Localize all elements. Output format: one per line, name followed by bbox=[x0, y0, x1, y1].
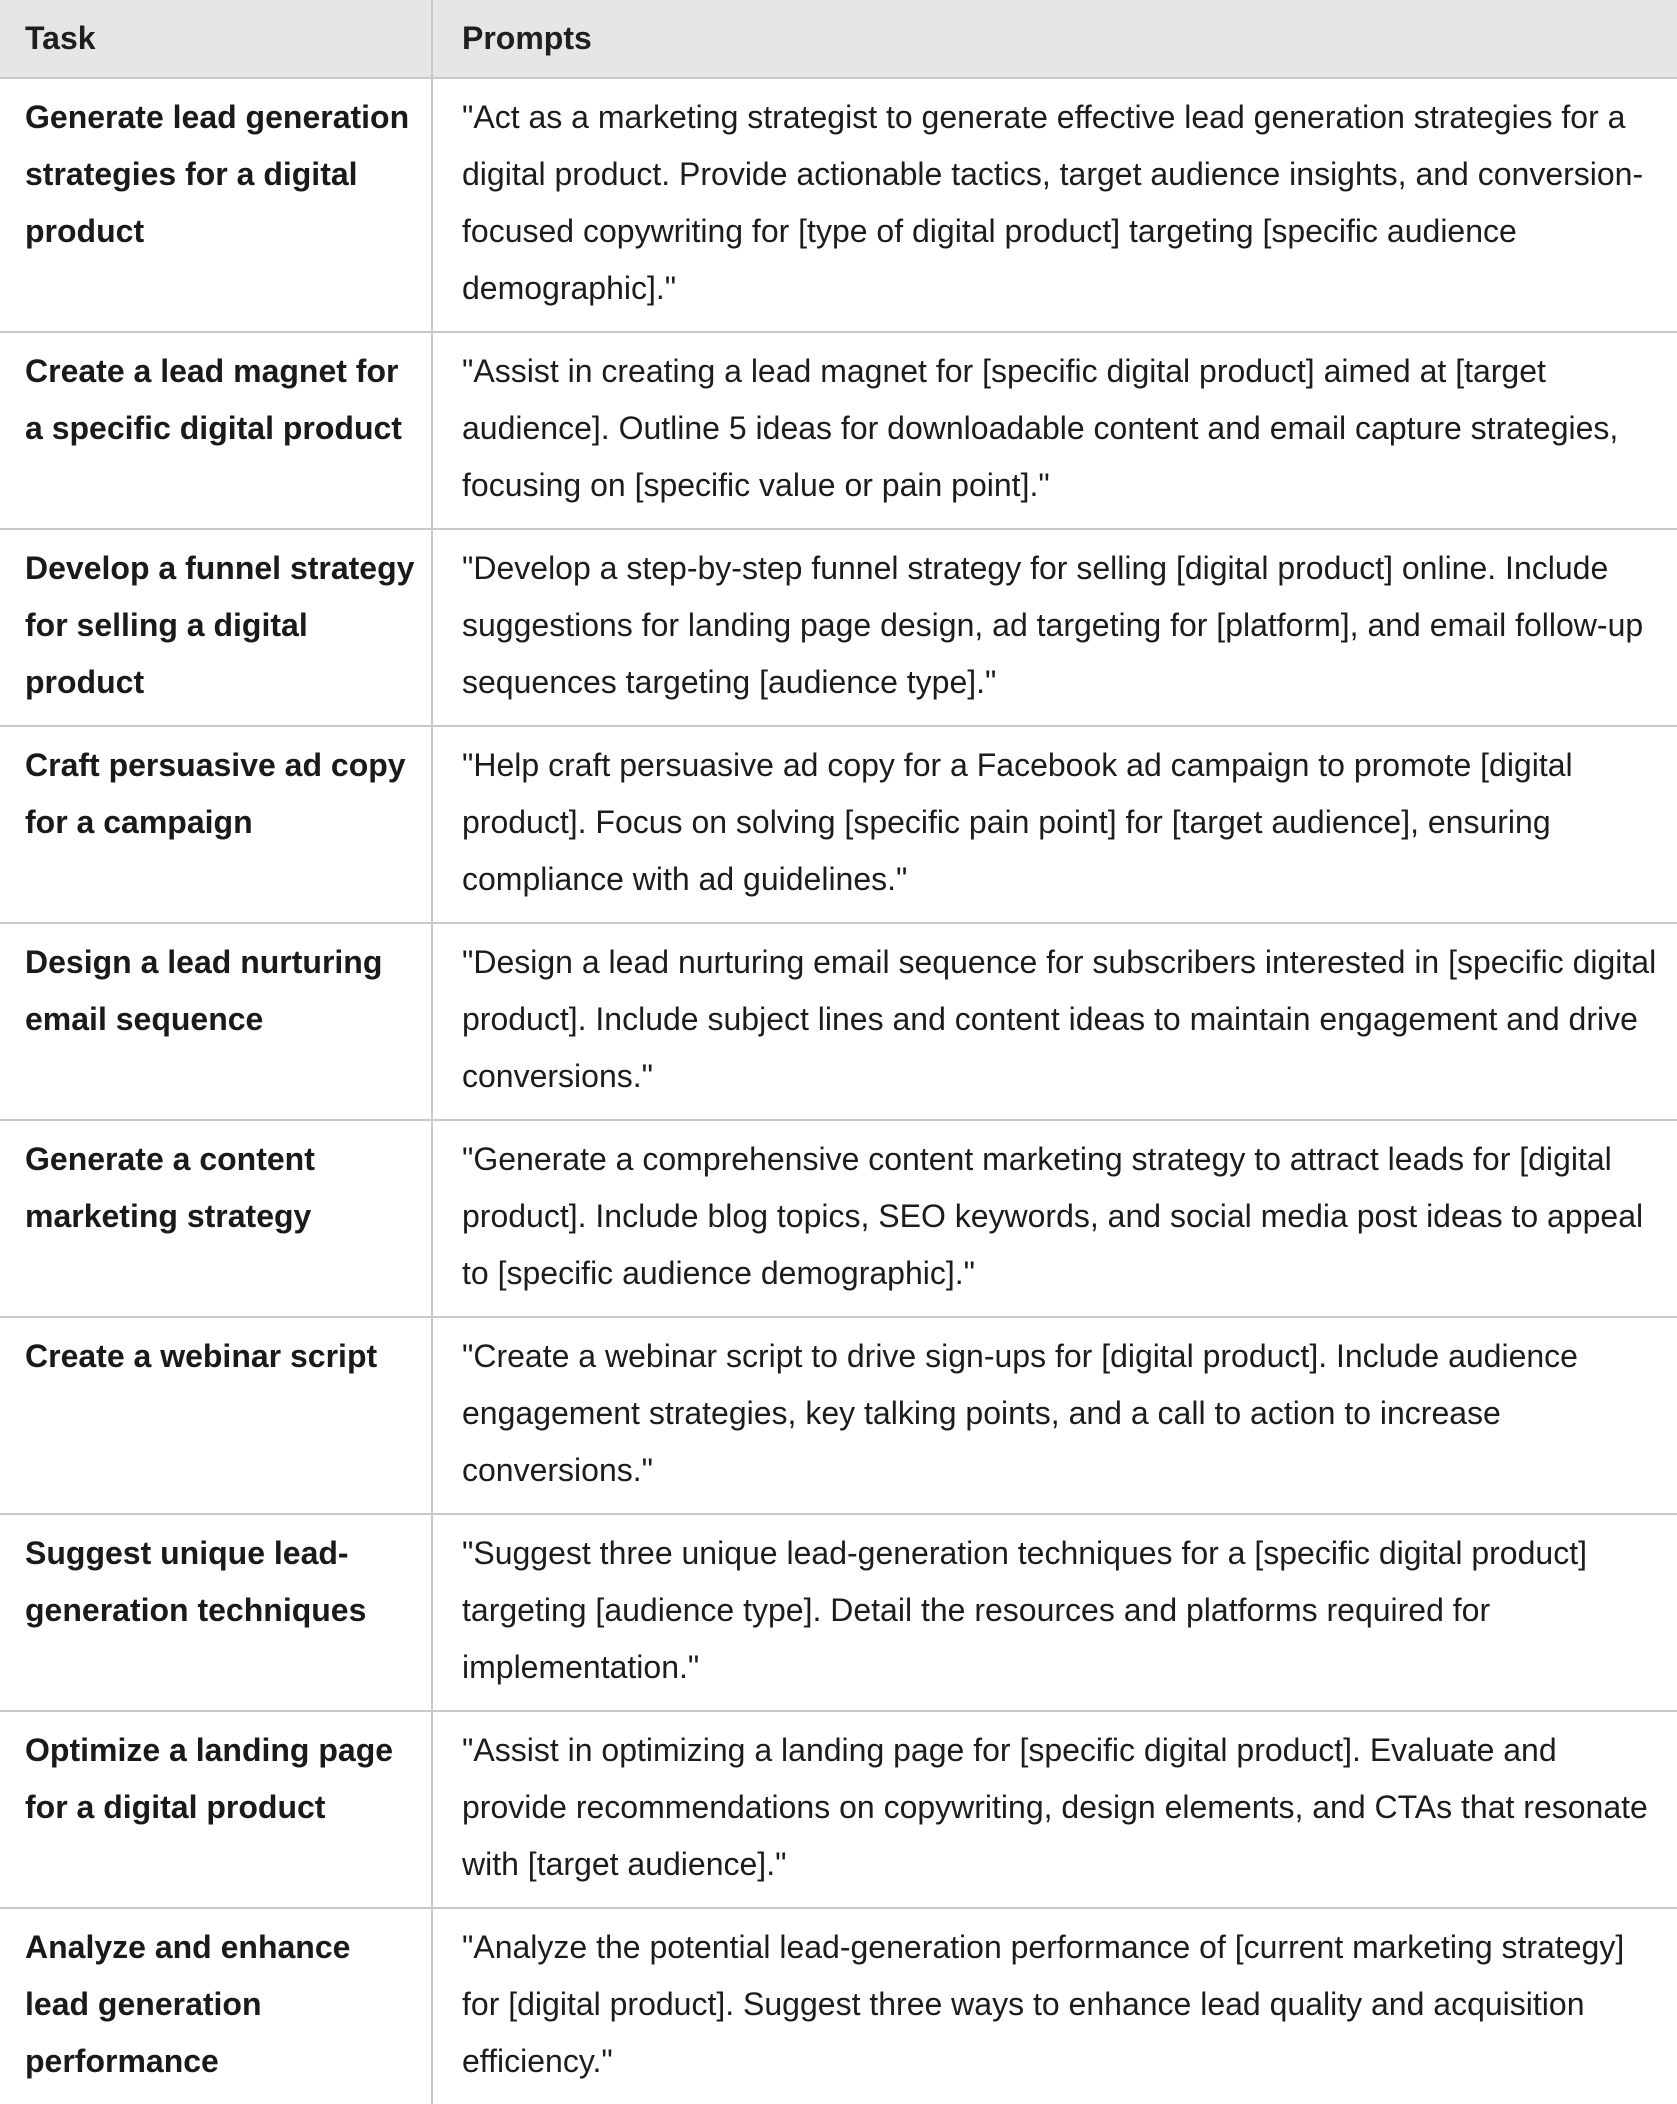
prompt-cell: "Design a lead nurturing email sequence for subscribers interested in [specific digital product]. Include subject lines and content ideas to maintain engagement and drive conversions." bbox=[432, 923, 1677, 1120]
table-row bbox=[0, 726, 1677, 923]
prompt-cell: "Assist in creating a lead magnet for [specific digital product] aimed at [target audience]. Outline 5 ideas for downloadable content and email capture strategies, focusing on [specific value or pain point]." bbox=[432, 332, 1677, 529]
header-row bbox=[0, 0, 1677, 78]
table-row bbox=[0, 332, 1677, 529]
task-cell: Create a lead magnet for a specific digital product bbox=[0, 332, 432, 529]
prompt-cell: "Assist in optimizing a landing page for [specific digital product]. Evaluate and provide recommendations on copywriting, design elements, and CTAs that resonate with [target audience]." bbox=[432, 1711, 1677, 1908]
task-cell: Create a webinar script bbox=[0, 1317, 432, 1514]
task-column-header: Task bbox=[0, 0, 432, 78]
table-row bbox=[0, 1711, 1677, 1908]
task-cell: Design a lead nurturing email sequence bbox=[0, 923, 432, 1120]
table-header bbox=[0, 0, 1677, 78]
task-cell: Develop a funnel strategy for selling a digital product bbox=[0, 529, 432, 726]
prompt-cell: "Analyze the potential lead-generation performance of [current marketing strategy] for [digital product]. Suggest three ways to enhance lead quality and acquisition efficiency." bbox=[432, 1908, 1677, 2104]
task-cell: Generate lead generation strategies for a digital product bbox=[0, 78, 432, 332]
table-body bbox=[0, 78, 1677, 2104]
task-cell: Optimize a landing page for a digital product bbox=[0, 1711, 432, 1908]
prompt-cell: "Develop a step-by-step funnel strategy for selling [digital product] online. Include suggestions for landing page design, ad targeting for [platform], and email follow-up sequences targeting [audience type]." bbox=[432, 529, 1677, 726]
table-row bbox=[0, 1908, 1677, 2104]
task-cell: Analyze and enhance lead generation performance bbox=[25, 1929, 351, 2079]
table-row bbox=[0, 529, 1677, 726]
prompts-column-header: Prompts bbox=[432, 0, 1677, 78]
prompt-cell: "Help craft persuasive ad copy for a Facebook ad campaign to promote [digital product]. Focus on solving [specific pain point] for [target audience], ensuring compliance with ad guidelines." bbox=[432, 726, 1677, 923]
table-row bbox=[0, 923, 1677, 1120]
prompt-cell: "Act as a marketing strategist to generate effective lead generation strategies for a digital product. Provide actionable tactics, target audience insights, and conversion-focused copywriting for [type of digital product] targeting [specific audience demographic]." bbox=[432, 78, 1677, 332]
task-cell: Craft persuasive ad copy for a campaign bbox=[0, 726, 432, 923]
task-cell: Generate a content marketing strategy bbox=[0, 1120, 432, 1317]
table-row bbox=[0, 1120, 1677, 1317]
table-row bbox=[0, 1514, 1677, 1711]
table-row bbox=[0, 1317, 1677, 1514]
prompt-cell: "Suggest three unique lead-generation techniques for a [specific digital product] targeting [audience type]. Detail the resources and platforms required for implementation." bbox=[432, 1514, 1677, 1711]
task-cell: Suggest unique lead-generation techniques bbox=[0, 1514, 432, 1711]
prompt-cell: "Create a webinar script to drive sign-ups for [digital product]. Include audience engagement strategies, key talking points, and a call to action to increase conversions." bbox=[432, 1317, 1677, 1514]
table-row bbox=[0, 78, 1677, 332]
prompt-cell: "Generate a comprehensive content marketing strategy to attract leads for [digital product]. Include blog topics, SEO keywords, and social media post ideas to appeal to [specific audience demographic]." bbox=[432, 1120, 1677, 1317]
